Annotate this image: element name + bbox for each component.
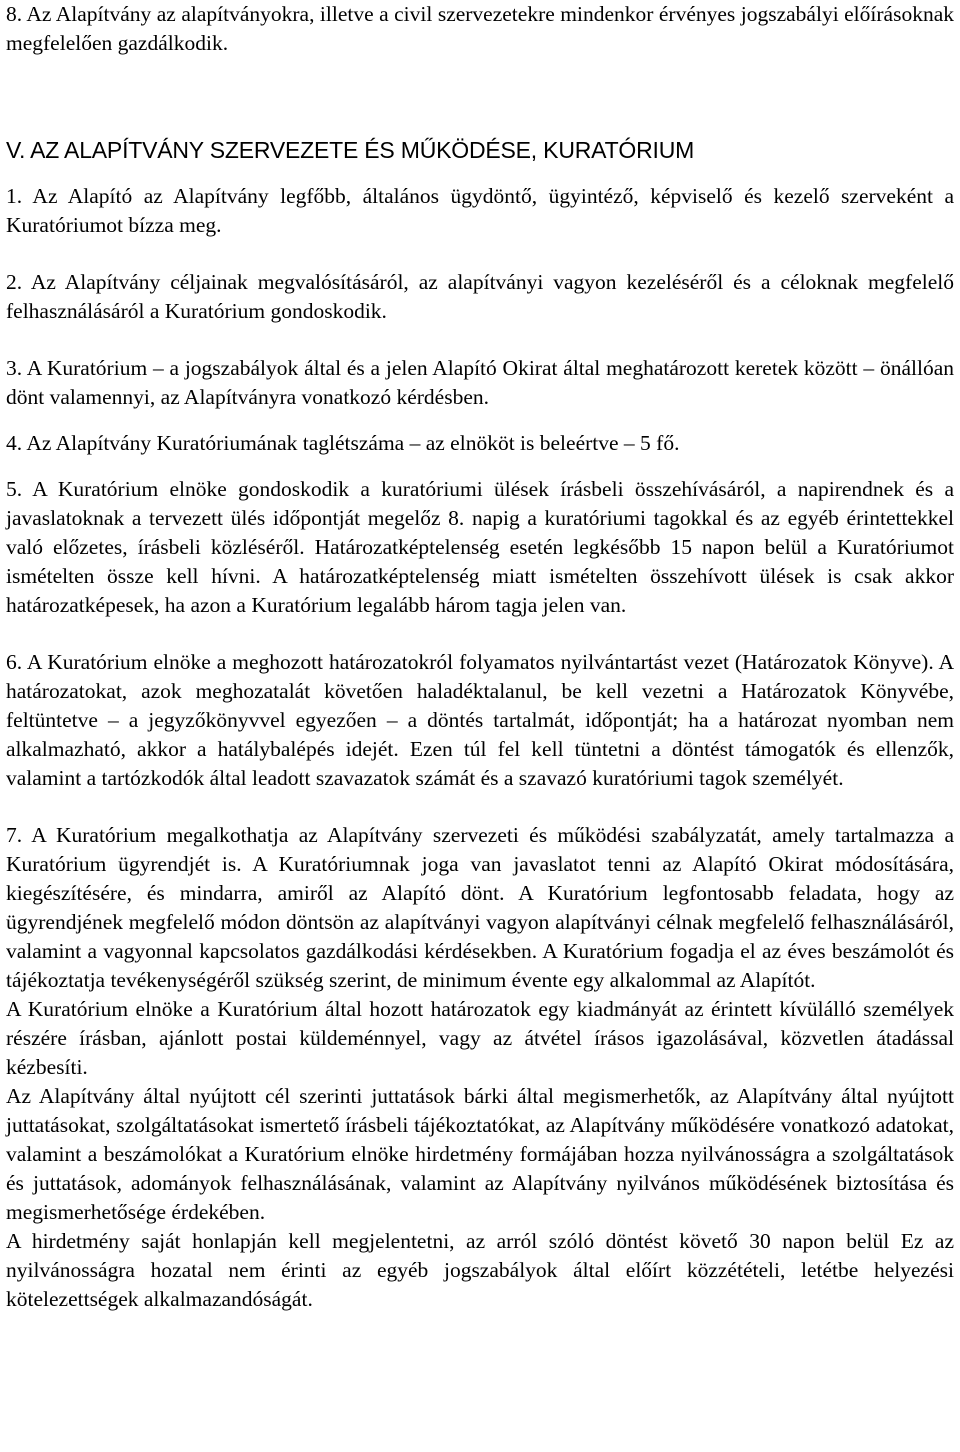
paragraph-1: 1. Az Alapító az Alapítvány legfőbb, általános ügydöntő, ügyintéző, képviselő és kezelő szerveként a Kuratóriumot bízza meg. <box>6 184 954 237</box>
paragraph-announcement: A hirdetmény saját honlapján kell megjelentetni, az arról szóló döntést követő 30 napon belül Ez az nyilvánosságra hozatal nem érinti az egyéb jogszabályok által előírt közzétételi, letétbe helyezési kötelezettségek alkalmazandóságát. <box>6 1229 954 1311</box>
paragraph-5: 5. A Kuratórium elnöke gondoskodik a kuratóriumi ülések írásbeli összehívásáról, a napirendnek és a javaslatoknak a tervezett ülés időpontját megelőz 8. napig a kuratóriumi tagokkal és az egyéb érintettekkel való előzetes, írásbeli közléséről. Határozatképtelenség esetén legkésőbb 15 napon belül a Kuratóriumot ismételten össze kell hívni. A határozatképtelenség miatt ismételten összehívott ülések is csak akkor határozatképesek, ha azon a Kuratórium legalább három tagja jelen van. <box>6 477 954 617</box>
paragraph-publicity: Az Alapítvány által nyújtott cél szerinti juttatások bárki által megismerhetők, az Alapítvány által nyújtott juttatásokat, szolgáltatásokat ismertető írásbeli tájékoztatókat, az Alapítvány működésére vonatkozó adatokat, valamint a beszámolókat a Kuratórium elnöke hirdetmény formájában hozza nyilvánosságra a szolgáltatások és juttatások, adományok felhasználásának, valamint az Alapítvány nyilvános működésének biztosítása és megismerhetősége érdekében. <box>6 1084 954 1224</box>
paragraph-2: 2. Az Alapítvány céljainak megvalósításáról, az alapítványi vagyon kezeléséről és a céloknak megfelelő felhasználásáról a Kuratórium gondoskodik. <box>6 270 954 323</box>
document-page <box>6 0 954 1314</box>
section-heading: V. AZ ALAPÍTVÁNY SZERVEZETE ÉS MŰKÖDÉSE, KURATÓRIUM <box>6 137 695 163</box>
paragraph-delivery: A Kuratórium elnöke a Kuratórium által hozott határozatok egy kiadmányát az érintett kívülálló személyek részére írásban, ajánlott postai küldeménnyel, vagy az átvétel írásos igazolásával, közvetlen átadással kézbesíti. <box>6 997 954 1079</box>
paragraph-8: 8. Az Alapítvány az alapítványokra, illetve a civil szervezetekre mindenkor érvényes jogszabályi előírásoknak megfelelően gazdálkodik. <box>6 2 954 55</box>
paragraph-7: 7. A Kuratórium megalkothatja az Alapítvány szervezeti és működési szabályzatát, amely tartalmazza a Kuratórium ügyrendjét is. A Kuratóriumnak joga van javaslatot tenni az Alapító Okirat módosítására, kiegészítésére, és mindarra, amiről az Alapító dönt. A Kuratórium legfontosabb feladata, hogy az ügyrendjének megfelelő módon döntsön az alapítványi vagyon alapítványi célnak megfelelő felhasználásáról, valamint a vagyonnal kapcsolatos gazdálkodási kérdésekben. A Kuratórium fogadja el az éves beszámolót és tájékoztatja tevékenységéről szükség szerint, de minimum évente egy alkalommal az Alapítót. <box>6 823 954 992</box>
paragraph-4: 4. Az Alapítvány Kuratóriumának taglétszáma – az elnököt is beleértve – 5 fő. <box>6 431 680 455</box>
paragraph-3: 3. A Kuratórium – a jogszabályok által és a jelen Alapító Okirat által meghatározott keretek között – önállóan dönt valamennyi, az Alapítványra vonatkozó kérdésben. <box>6 356 954 409</box>
paragraph-6: 6. A Kuratórium elnöke a meghozott határozatokról folyamatos nyilvántartást vezet (Határozatok Könyve). A határozatokat, azok meghozatalát követően haladéktalanul, be kell vezetni a Határozatok Könyvébe, feltüntetve – a jegyzőkönyvvel egyezően – a döntés tartalmát, időpontját; ha a határozat nyomban nem alkalmazható, akkor a hatálybalépés idejét. Ezen túl fel kell tüntetni a döntést támogatók és ellenzők, valamint a tartózkodók által leadott szavazatok számát és a szavazó kuratóriumi tagok személyét. <box>6 650 954 790</box>
